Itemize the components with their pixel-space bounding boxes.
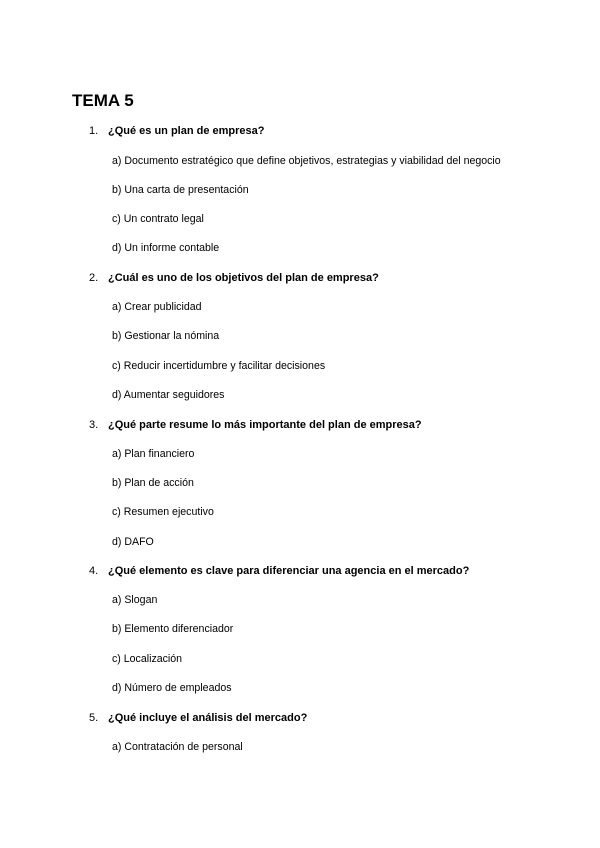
question-text: ¿Qué incluye el análisis del mercado?	[108, 712, 308, 724]
question-3-option-a: a) Plan financiero	[112, 448, 195, 460]
question-3-option-b: b) Plan de acción	[112, 477, 194, 489]
question-4-option-c: c) Localización	[112, 653, 183, 665]
question-text: ¿Qué elemento es clave para diferenciar una agencia en el mercado?	[108, 565, 470, 577]
question-4-option-a: a) Slogan	[112, 594, 158, 606]
question-2-option-a: a) Crear publicidad	[112, 301, 202, 313]
question-number: 3.	[89, 419, 99, 431]
question-2-option-d: d) Aumentar seguidores	[112, 389, 225, 401]
question-1-option-b: b) Una carta de presentación	[112, 184, 249, 196]
question-3-option-d: d) DAFO	[112, 536, 154, 548]
question-1-option-d: d) Un informe contable	[112, 242, 220, 254]
question-4-option-b: b) Elemento diferenciador	[112, 623, 234, 635]
question-number: 2.	[89, 272, 99, 284]
question-text: ¿Qué es un plan de empresa?	[108, 125, 265, 137]
question-2-option-c: c) Reducir incertidumbre y facilitar decisiones	[112, 360, 326, 372]
question-2-option-b: b) Gestionar la nómina	[112, 330, 220, 342]
question-number: 1.	[89, 125, 99, 137]
question-text: ¿Cuál es uno de los objetivos del plan de empresa?	[108, 272, 379, 284]
question-4-option-d: d) Número de empleados	[112, 682, 232, 694]
question-5-option-a: a) Contratación de personal	[112, 741, 243, 753]
question-3-option-c: c) Resumen ejecutivo	[112, 506, 214, 518]
question-1-option-c: c) Un contrato legal	[112, 213, 204, 225]
question-1	[89, 124, 265, 138]
page-title: TEMA 5	[72, 91, 134, 110]
question-1-option-a: a) Documento estratégico que define objetivos, estrategias y viabilidad del negocio	[112, 155, 501, 167]
question-5	[89, 711, 307, 725]
question-number: 5.	[89, 712, 99, 724]
question-4	[89, 564, 469, 578]
question-2	[89, 271, 379, 285]
question-text: ¿Qué parte resume lo más importante del plan de empresa?	[108, 419, 422, 431]
question-3	[89, 418, 422, 432]
question-number: 4.	[89, 565, 99, 577]
